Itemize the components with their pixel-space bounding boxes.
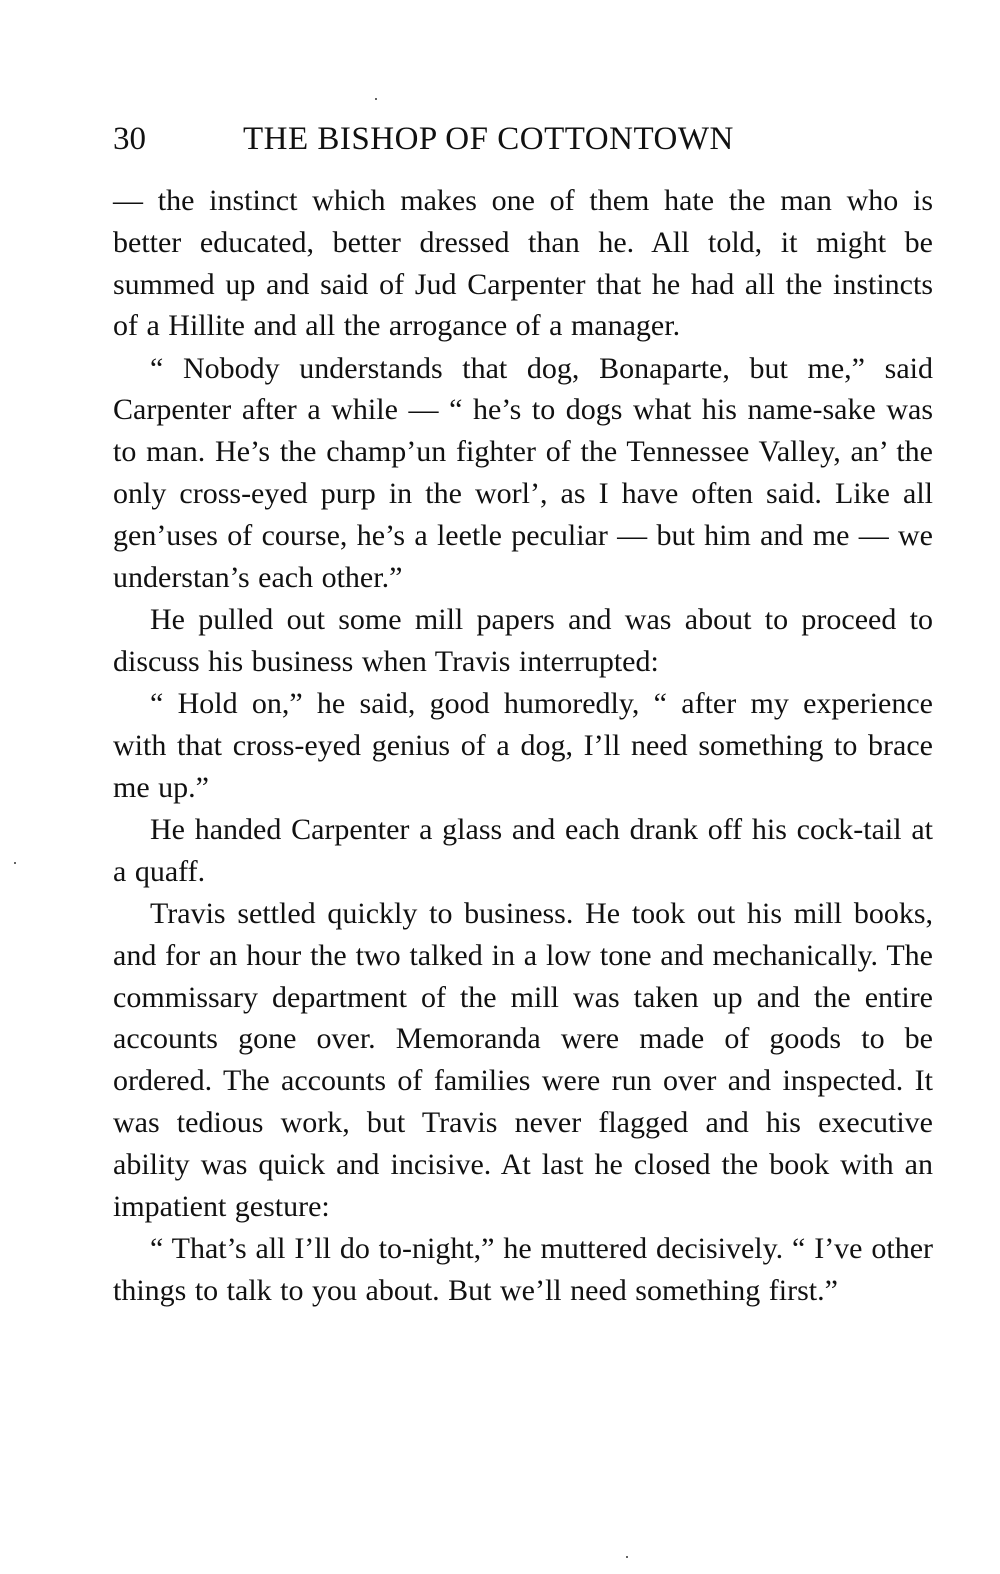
paragraph: He pulled out some mill papers and was about to proceed to discuss his business when Travis interrupted:	[113, 602, 933, 678]
running-head: THE BISHOP OF COTTONTOWN	[243, 121, 734, 157]
page-number: 30	[113, 121, 146, 157]
paragraph: “ Hold on,” he said, good humoredly, “ after my experience with that cross-eyed genius of a dog, I’ll need something to brace me up.”	[113, 687, 933, 804]
print-speck	[375, 98, 377, 100]
paragraph: “ That’s all I’ll do to-night,” he muttered decisively. “ I’ve other things to talk to you about. But we’ll need something first.”	[113, 1231, 933, 1307]
paragraph: Travis settled quickly to business. He took out his mill books, and for an hour the two talked in a low tone and mechanically. The commissary department of the mill was taken up and the entire accounts gone over. Memoranda were made of goods to be ordered. The accounts of families were run over and inspected. It was tedious work, but Travis never flagged and his executive ability was quick and incisive. At last he closed the book with an impatient gesture:	[113, 897, 933, 1223]
page-header	[113, 116, 933, 162]
paragraph: He handed Carpenter a glass and each drank off his cock-tail at a quaff.	[113, 812, 933, 888]
paragraph: — the instinct which makes one of them hate the man who is better educated, better dressed than he. All told, it might be summed up and said of Jud Carpenter that he had all the instincts of a Hillite and all the arrogance of a manager.	[113, 184, 933, 343]
body-text	[113, 180, 933, 1312]
print-speck	[626, 1556, 628, 1558]
print-speck	[14, 862, 16, 864]
paragraph: “ Nobody understands that dog, Bonaparte, but me,” said Carpenter after a while — “ he’s to dogs what his name-sake was to man. He’s the champ’un fighter of the Tennessee Valley, an’ the only cross-eyed purp in the worl’, as I have often said. Like all gen’uses of course, he’s a leetle peculiar — but him and me — we understan’s each other.”	[113, 351, 933, 594]
